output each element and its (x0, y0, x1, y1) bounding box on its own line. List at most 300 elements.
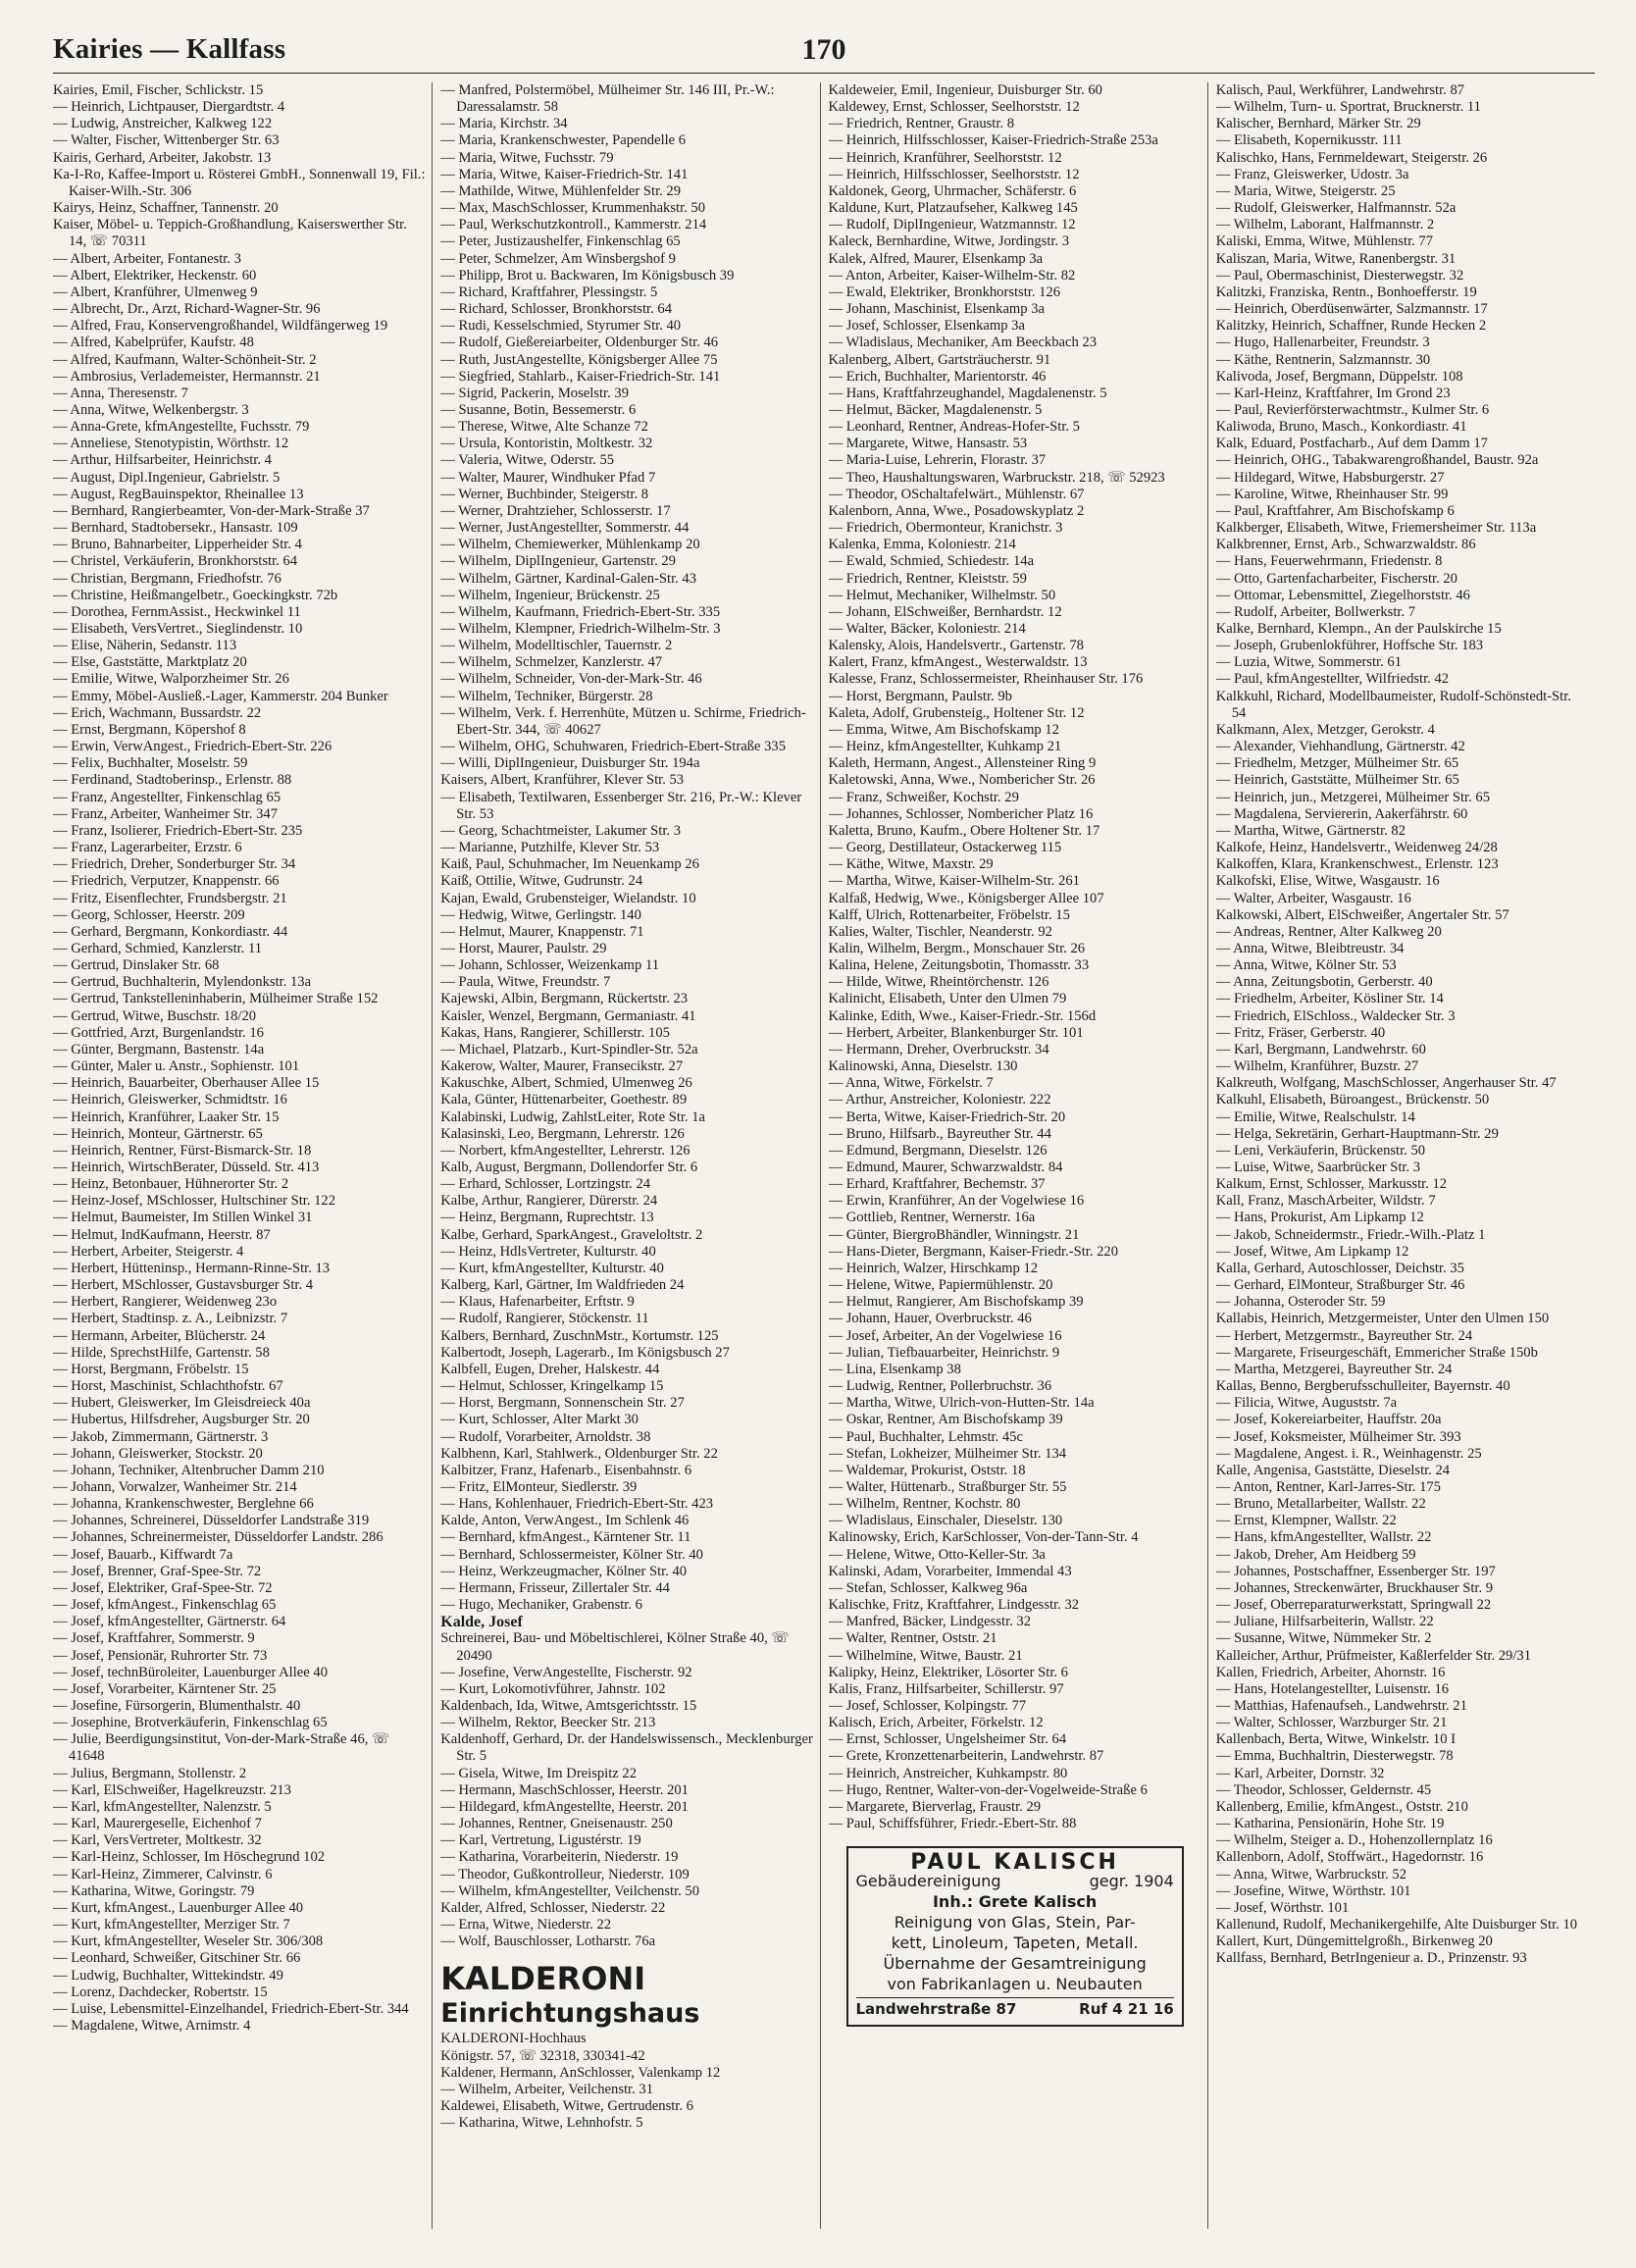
directory-entry: — Theo, Haushaltungswaren, Warbruckstr. 218, ☏ 52923 (828, 469, 1165, 486)
directory-entry: — Johanna, Krankenschwester, Berglehne 66 (53, 1496, 314, 1513)
ad-line: Königstr. 57, ☏ 32318, 330341-42 (440, 2047, 645, 2064)
directory-entry: — Hermann, Frisseur, Zillertaler Str. 44 (440, 1579, 670, 1596)
directory-entry: — Alexander, Viehhandlung, Gärtnerstr. 42 (1215, 739, 1465, 755)
directory-entry: Kaisers, Albert, Kranführer, Klever Str. 53 (440, 772, 685, 789)
directory-entry: Kalenborn, Anna, Wwe., Posadowskyplatz 2 (828, 502, 1085, 519)
directory-entry: — Hans-Dieter, Bergmann, Kaiser-Friedr.-Str. 220 (828, 1243, 1119, 1260)
directory-entry: — Kurt, kfmAngestellter, Kulturstr. 40 (440, 1260, 664, 1276)
directory-entry: Kajan, Ewald, Grubensteiger, Wielandstr. 10 (440, 890, 696, 906)
directory-entry: — Heinz, kfmAngestellter, Kuhkamp 21 (828, 739, 1062, 755)
directory-entry: — Johannes, Schreinerei, Düsseldorfer Landstraße 319 (53, 1513, 370, 1529)
directory-entry: — Georg, Schlosser, Heerstr. 209 (53, 906, 245, 923)
directory-entry: — Hedwig, Witwe, Gerlingstr. 140 (440, 906, 641, 923)
ad-line: Übernahme der Gesamtreinigung (883, 1954, 1147, 1974)
directory-entry: — Walter, Fischer, Wittenberger Str. 63 (53, 132, 280, 149)
directory-entry: — Hildegard, Witwe, Habsburgerstr. 27 (1215, 469, 1445, 486)
directory-entry: — Johann, Vorwalzer, Wanheimer Str. 214 (53, 1478, 297, 1495)
directory-entry: Kalff, Ulrich, Rottenarbeiter, Fröbelstr. 15 (828, 906, 1070, 923)
directory-entry: — Friedrich, Rentner, Kleiststr. 59 (828, 570, 1027, 587)
page-header (53, 29, 1595, 74)
directory-entry: Kairys, Heinz, Schaffner, Tannenstr. 20 (53, 200, 279, 217)
directory-entry: — Oskar, Rentner, Am Bischofskamp 39 (828, 1412, 1063, 1428)
directory-entry: — Emma, Witwe, Am Bischofskamp 12 (828, 721, 1059, 738)
column-2 (440, 82, 820, 2229)
running-head: Kairies — Kallfass (53, 33, 286, 65)
directory-entry: — Josef, Kokereiarbeiter, Hauffstr. 20a (1215, 1412, 1442, 1428)
directory-entry: — Karl, ElSchweißer, Hagelkreuzstr. 213 (53, 1781, 291, 1798)
directory-entry: — Hildegard, kfmAngestellte, Heerstr. 201 (440, 1798, 689, 1815)
directory-entry: — Leonhard, Schweißer, Gitschiner Str. 66 (53, 1950, 301, 1967)
directory-entry: — Otto, Gartenfacharbeiter, Fischerstr. 20 (1215, 570, 1457, 587)
directory-entry: — Paul, Buchhalter, Lehmstr. 45c (828, 1428, 1023, 1445)
directory-entry: — Helene, Witwe, Papiermühlenstr. 20 (828, 1277, 1053, 1294)
directory-entry: — Anna, Witwe, Förkelstr. 7 (828, 1075, 994, 1092)
ad-title: KALDERONI (440, 1960, 646, 1998)
directory-entry: — Susanne, Witwe, Nümmeker Str. 2 (1215, 1630, 1432, 1647)
directory-entry: — Lina, Elsenkamp 38 (828, 1361, 961, 1377)
directory-entry: — Johannes, Streckenwärter, Bruckhauser Str. 9 (1215, 1579, 1494, 1596)
directory-entry: Kalbitzer, Franz, Hafenarb., Eisenbahnstr. 6 (440, 1462, 692, 1478)
directory-entry: Kairies, Emil, Fischer, Schlickstr. 15 (53, 82, 264, 98)
directory-entry: — Albert, Elektriker, Heckenstr. 60 (53, 267, 257, 284)
directory-entry: — Rudolf, Arbeiter, Bollwerkstr. 7 (1215, 603, 1416, 620)
directory-entry: — Käthe, Witwe, Maxstr. 29 (828, 856, 994, 873)
directory-entry: Ka-I-Ro, Kaffee-Import u. Rösterei GmbH., Sonnenwall 19, Fil.: Kaiser-Wilh.-Str. 306 (53, 166, 426, 199)
directory-entry: — Katharina, Witwe, Goringstr. 79 (53, 1882, 255, 1899)
directory-entry: — Herbert, MSchlosser, Gustavsburger Str. 4 (53, 1277, 314, 1294)
directory-entry: — Susanne, Botin, Bessemerstr. 6 (440, 401, 637, 418)
directory-entry: — Paul, Revierförsterwachtmstr., Kulmer Str. 6 (1215, 401, 1490, 418)
directory-entry: — Hugo, Mechaniker, Grabenstr. 6 (440, 1597, 642, 1614)
directory-entry: — Elisabeth, VersVertret., Sieglindenstr. 10 (53, 621, 303, 637)
directory-entry: — Josefine, Fürsorgerin, Blumenthalstr. 40 (53, 1698, 301, 1714)
directory-entry: Kall, Franz, MaschArbeiter, Wildstr. 7 (1215, 1193, 1436, 1210)
directory-entry: Kalischke, Fritz, Kraftfahrer, Lindgesstr. 32 (828, 1597, 1080, 1614)
directory-entry: — Walter, Rentner, Oststr. 21 (828, 1630, 997, 1647)
directory-entry: Kalfaß, Hedwig, Wwe., Königsberger Allee 107 (828, 890, 1104, 906)
directory-entry: — Hans, kfmAngestellter, Wallstr. 22 (1215, 1529, 1432, 1546)
directory-entry: — Emilie, Witwe, Walporzheimer Str. 26 (53, 671, 289, 688)
directory-entry: — Wladislaus, Mechaniker, Am Beeckbach 23 (828, 335, 1098, 351)
directory-entry: — Dorothea, FernmAssist., Heckwinkel 11 (53, 603, 301, 620)
directory-entry: — Ernst, Schlosser, Ungelsheimer Str. 64 (828, 1731, 1067, 1748)
directory-entry: — Norbert, kfmAngestellter, Lehrerstr. 126 (440, 1142, 690, 1159)
directory-entry: — Wilhelm, Modelltischler, Tauernstr. 2 (440, 638, 673, 654)
directory-entry: Kallenbach, Berta, Witwe, Winkelstr. 10 I (1215, 1731, 1457, 1748)
directory-entry: — Heinrich, Anstreicher, Kuhkampstr. 80 (828, 1765, 1068, 1781)
directory-entry: Kallabis, Heinrich, Metzgermeister, Unter den Ulmen 150 (1215, 1311, 1550, 1327)
directory-entry: — Anna, Witwe, Kölner Str. 53 (1215, 957, 1397, 974)
directory-entry: — Erhard, Kraftfahrer, Bechemstr. 37 (828, 1176, 1046, 1193)
directory-entry: Kalkofski, Elise, Witwe, Wasgaustr. 16 (1215, 873, 1440, 890)
directory-entry: — Fritz, ElMonteur, Siedlerstr. 39 (440, 1478, 638, 1495)
directory-entry: — Franz, Schweißer, Kochstr. 29 (828, 789, 1019, 805)
ad-firm-name: PAUL KALISCH (910, 1850, 1119, 1876)
directory-entry: Kalek, Alfred, Maurer, Elsenkamp 3a (828, 250, 1044, 267)
directory-entry: — Hans, Prokurist, Am Lipkamp 12 (1215, 1210, 1424, 1226)
directory-entry: — Erich, Buchhalter, Marientorstr. 46 (828, 368, 1047, 385)
directory-entry: — Paul, Kraftfahrer, Am Bischofskamp 6 (1215, 502, 1455, 519)
directory-entry: — Josef, kfmAngestellter, Gärtnerstr. 64 (53, 1614, 286, 1630)
directory-entry: — Heinz, Bergmann, Ruprechtstr. 13 (440, 1210, 654, 1226)
directory-entry: — Rudolf, Vorarbeiter, Arnoldstr. 38 (440, 1428, 651, 1445)
directory-entry: — Gerhard, Schmied, Kanzlerstr. 11 (53, 940, 263, 956)
directory-entry: — Valeria, Witwe, Oderstr. 55 (440, 452, 615, 469)
ad-subtitle: Einrichtungshaus (440, 1998, 700, 2030)
directory-entry: — Hans, Kohlenhauer, Friedrich-Ebert-Str. 423 (440, 1496, 714, 1513)
directory-entry: — Heinrich, WirtschBerater, Düsseld. Str. 413 (53, 1160, 320, 1175)
directory-entry: — Maria, Witwe, Steigerstr. 25 (1215, 182, 1396, 199)
ad-phone: Ruf 4 21 16 (1079, 2000, 1174, 2019)
directory-entry: — Friedhelm, Arbeiter, Kösliner Str. 14 (1215, 991, 1444, 1007)
directory-entry: Kalies, Walter, Tischler, Neanderstr. 92 (828, 923, 1052, 940)
directory-entry: — Richard, Kraftfahrer, Plessingstr. 5 (440, 284, 658, 300)
directory-entry: — Hubert, Gleiswerker, Im Gleisdreieck 40a (53, 1395, 311, 1412)
directory-entry: — Leni, Verkäuferin, Brückenstr. 50 (1215, 1142, 1426, 1159)
directory-entry: — Josef, Bauarb., Kiffwardt 7a (53, 1546, 233, 1563)
directory-entry: Kalipky, Heinz, Elektriker, Lösorter Str. 6 (828, 1664, 1068, 1680)
directory-entry: — Walter, Hüttenarb., Straßburger Str. 55 (828, 1478, 1067, 1495)
directory-entry: — Felix, Buchhalter, Moselstr. 59 (53, 755, 248, 772)
directory-entry: — Margarete, Friseurgeschäft, Emmericher Straße 150b (1215, 1344, 1538, 1361)
directory-entry: — Heinrich, jun., Metzgerei, Mülheimer Str. 65 (1215, 789, 1490, 805)
directory-entry: — Hugo, Rentner, Walter-von-der-Vogelweide-Straße 6 (828, 1781, 1148, 1798)
directory-entry: — Ernst, Klempner, Wallstr. 22 (1215, 1513, 1397, 1529)
directory-entry: Kajewski, Albin, Bergmann, Rückertstr. 23 (440, 991, 689, 1007)
directory-entry: — Richard, Schlosser, Bronkhorststr. 64 (440, 301, 672, 318)
directory-entry: — Christian, Bergmann, Friedhofstr. 76 (53, 570, 281, 587)
directory-entry: — Bruno, Metallarbeiter, Wallstr. 22 (1215, 1496, 1426, 1513)
directory-entry: — Julie, Beerdigungsinstitut, Von-der-Mark-Straße 46, ☏ 41648 (53, 1731, 390, 1765)
directory-entry: — Gisela, Witwe, Im Dreispitz 22 (440, 1765, 638, 1781)
directory-entry: — Walter, Arbeiter, Wasgaustr. 16 (1215, 890, 1411, 906)
directory-entry: — Heinrich, Kranführer, Seelhorststr. 12 (828, 149, 1062, 166)
ad-line: Reinigung von Glas, Stein, Par- (894, 1913, 1136, 1933)
directory-entry: — Max, MaschSchlosser, Krummenhakstr. 50 (440, 200, 706, 217)
directory-entry: — Helmut, Rangierer, Am Bischofskamp 39 (828, 1294, 1084, 1311)
directory-entry: — Horst, Bergmann, Fröbelstr. 15 (53, 1361, 249, 1377)
directory-entry: Kalinicht, Elisabeth, Unter den Ulmen 79 (828, 991, 1067, 1007)
directory-entry: — Walter, Maurer, Windhuker Pfad 7 (440, 469, 656, 486)
directory-entry: — Karl-Heinz, Kraftfahrer, Im Grond 23 (1215, 385, 1451, 401)
directory-entry: Kaliszan, Maria, Witwe, Ranenbergstr. 31 (1215, 250, 1457, 267)
directory-entry: — Ottomar, Lebensmittel, Ziegelhorststr. 46 (1215, 587, 1470, 603)
directory-entry: Kalensky, Alois, Handelsvertr., Gartenstr. 78 (828, 638, 1084, 654)
directory-entry: — Edmund, Maurer, Schwarzwaldstr. 84 (828, 1160, 1063, 1175)
directory-entry: — Franz, Isolierer, Friedrich-Ebert-Str. 235 (53, 822, 303, 839)
directory-entry: Kalabinski, Ludwig, ZahlstLeiter, Rote Str. 1a (440, 1108, 706, 1125)
directory-entry: — Bernhard, Rangierbeamter, Von-der-Mark-Straße 37 (53, 502, 370, 519)
directory-entry: — Herbert, Stadtinsp. z. A., Leibnizstr. 7 (53, 1311, 288, 1327)
directory-entry: Kalis, Franz, Hilfsarbeiter, Schillerstr. 97 (828, 1680, 1064, 1697)
directory-entry: — Rudi, Kesselschmied, Styrumer Str. 40 (440, 318, 682, 335)
directory-entry: — Helene, Witwe, Otto-Keller-Str. 3a (828, 1546, 1046, 1563)
ad-owner: Inh.: Grete Kalisch (932, 1892, 1098, 1912)
directory-entry: — Georg, Destillateur, Ostackerweg 115 (828, 840, 1062, 856)
directory-entry: — Josef, Pensionär, Ruhrorter Str. 73 (53, 1647, 268, 1664)
directory-entry: — Katharina, Vorarbeiterin, Niederstr. 19 (440, 1849, 679, 1866)
directory-entry: — Heinz, HdlsVertreter, Kulturstr. 40 (440, 1243, 656, 1260)
directory-entry: Kalkuhl, Elisabeth, Büroangest., Brückenstr. 50 (1215, 1092, 1490, 1108)
directory-entry: — Heinz-Josef, MSchlosser, Hultschiner Str. 122 (53, 1193, 336, 1210)
directory-entry: — Karl, Bergmann, Landwehrstr. 60 (1215, 1041, 1426, 1057)
directory-entry: — Jakob, Dreher, Am Heidberg 59 (1215, 1546, 1416, 1563)
directory-entry: — Fritz, Fräser, Gerberstr. 40 (1215, 1024, 1386, 1041)
directory-entry: — Josef, Schlosser, Kolpingstr. 77 (828, 1698, 1027, 1714)
ad-address: Landwehrstraße 87 (855, 2000, 1017, 2019)
directory-entry: — Johann, Schlosser, Weizenkamp 11 (440, 957, 660, 974)
directory-entry: — Heinz, Werkzeugmacher, Kölner Str. 40 (440, 1563, 688, 1579)
directory-entry: — Arthur, Hilfsarbeiter, Heinrichstr. 4 (53, 452, 272, 469)
directory-entry: — Helmut, Mechaniker, Wilhelmstr. 50 (828, 587, 1056, 603)
directory-entry: — Wilhelm, Schneider, Von-der-Mark-Str. 46 (440, 671, 702, 688)
directory-entry: — Heinz, Betonbauer, Hühnerorter Str. 2 (53, 1176, 289, 1193)
directory-entry: — Andreas, Rentner, Alter Kalkweg 20 (1215, 923, 1442, 940)
directory-entry: — Herbert, Hütteninsp., Hermann-Rinne-Str. 13 (53, 1260, 331, 1276)
directory-entry: — Erwin, VerwAngest., Friedrich-Ebert-Str. 226 (53, 739, 332, 755)
directory-entry: — Martha, Metzgerei, Bayreuther Str. 24 (1215, 1361, 1453, 1377)
directory-entry: — Leonhard, Rentner, Andreas-Hofer-Str. 5 (828, 419, 1080, 436)
directory-entry: — Magdalene, Witwe, Arnimstr. 4 (53, 2017, 251, 2034)
directory-entry: — Martha, Witwe, Gärtnerstr. 82 (1215, 822, 1406, 839)
directory-entry: — Alfred, Frau, Konservengroßhandel, Wildfängerweg 19 (53, 318, 388, 335)
directory-entry: Kakerow, Walter, Maurer, Fransecikstr. 27 (440, 1058, 684, 1075)
directory-entry: — Gottlieb, Rentner, Wernerstr. 16a (828, 1210, 1036, 1226)
directory-entry: — Helmut, Baumeister, Im Stillen Winkel 31 (53, 1210, 313, 1226)
directory-entry: — Erna, Witwe, Niederstr. 22 (440, 1917, 612, 1933)
directory-entry: — Matthias, Hafenaufseh., Landwehrstr. 21 (1215, 1698, 1467, 1714)
directory-entry: — Hans, Hotelangestellter, Luisenstr. 16 (1215, 1680, 1450, 1697)
directory-entry: — Hilde, Witwe, Rheintörchenstr. 126 (828, 974, 1049, 991)
directory-entry: — Manfred, Bäcker, Lindgesstr. 32 (828, 1614, 1032, 1630)
directory-entry: — Luise, Lebensmittel-Einzelhandel, Friedrich-Ebert-Str. 344 (53, 2000, 409, 2017)
directory-entry: — Anton, Arbeiter, Kaiser-Wilhelm-Str. 82 (828, 267, 1076, 284)
directory-entry: Kalbfell, Eugen, Dreher, Halskestr. 44 (440, 1361, 660, 1377)
directory-entry: — Heinrich, Hilfsschlosser, Seelhorststr. 12 (828, 166, 1080, 182)
directory-entry: Kaleth, Hermann, Angest., Allensteiner Ring 9 (828, 755, 1097, 772)
directory-entry: — Ludwig, Anstreicher, Kalkweg 122 (53, 116, 273, 132)
directory-entry: Kaiß, Ottilie, Witwe, Gudrunstr. 24 (440, 873, 643, 890)
directory-entry: Kaleta, Adolf, Grubensteig., Holtener Str. 12 (828, 704, 1085, 721)
directory-entry: — Werner, Drahtzieher, Schlosserstr. 17 (440, 502, 671, 519)
directory-entry: — Franz, Gleiswerker, Udostr. 3a (1215, 166, 1409, 182)
directory-entry: Kalkum, Ernst, Schlosser, Markusstr. 12 (1215, 1176, 1448, 1193)
directory-entry: — Marianne, Putzhilfe, Klever Str. 53 (440, 840, 660, 856)
directory-entry: — Bernhard, Schlossermeister, Kölner Str. 40 (440, 1546, 703, 1563)
directory-entry: — Johann, Hauer, Overbruckstr. 46 (828, 1311, 1032, 1327)
directory-entry: Kaletta, Bruno, Kaufm., Obere Holtener Str. 17 (828, 822, 1100, 839)
directory-entry: — Gertrud, Tankstelleninhaberin, Mülheimer Straße 152 (53, 991, 379, 1007)
directory-entry: — Peter, Justizaushelfer, Finkenschlag 65 (440, 233, 681, 250)
directory-entry: — Emma, Buchhaltrin, Diesterwegstr. 78 (1215, 1748, 1454, 1765)
directory-entry: — Luise, Witwe, Saarbrücker Str. 3 (1215, 1160, 1421, 1175)
directory-entry: — Karl, Vertretung, Ligustérstr. 19 (440, 1832, 641, 1849)
directory-entry: — Maria, Witwe, Fuchsstr. 79 (440, 149, 614, 166)
directory-entry: — Siegfried, Stahlarb., Kaiser-Friedrich-Str. 141 (440, 368, 721, 385)
directory-entry: Kallenund, Rudolf, Mechanikergehilfe, Alte Duisburger Str. 10 (1215, 1917, 1578, 1933)
directory-entry: Kalenka, Emma, Koloniestr. 214 (828, 537, 1016, 553)
directory-entry: — Jakob, Zimmermann, Gärtnerstr. 3 (53, 1428, 269, 1445)
directory-entry: — Margarete, Bierverlag, Fraustr. 29 (828, 1798, 1042, 1815)
directory-entry: — Therese, Witwe, Alte Schanze 72 (440, 419, 648, 436)
directory-entry: — Hans, Feuerwehrmann, Friedenstr. 8 (1215, 553, 1443, 570)
directory-entry: Kakas, Hans, Rangierer, Schillerstr. 105 (440, 1024, 670, 1041)
directory-entry: — Rudolf, Rangierer, Stöckenstr. 11 (440, 1311, 649, 1327)
directory-entry: — Luzia, Witwe, Sommerstr. 61 (1215, 654, 1402, 671)
directory-entry: Kalke, Bernhard, Klempn., An der Paulskirche 15 (1215, 621, 1502, 637)
directory-entry: — Wilhelm, Klempner, Friedrich-Wilhelm-Str. 3 (440, 621, 721, 637)
directory-entry: — Christine, Heißmangelbetr., Goeckingkstr. 72b (53, 587, 338, 603)
directory-entry: — Friedrich, Verputzer, Knappenstr. 66 (53, 873, 280, 890)
directory-entry: Kaiß, Paul, Schuhmacher, Im Neuenkamp 26 (440, 856, 699, 873)
directory-entry: Kalitzky, Heinrich, Schaffner, Runde Hecken 2 (1215, 318, 1487, 335)
directory-entry: — Theodor, OSchaltafelwärt., Mühlenstr. 67 (828, 486, 1085, 502)
directory-entry: — Klaus, Hafenarbeiter, Erftstr. 9 (440, 1294, 635, 1311)
directory-entry: — Kurt, kfmAngest., Lauenburger Allee 40 (53, 1899, 304, 1916)
directory-entry: — Paul, Obermaschinist, Diesterwegstr. 32 (1215, 267, 1464, 284)
directory-entry: Kalkreuth, Wolfgang, MaschSchlosser, Angerhauser Str. 47 (1215, 1075, 1557, 1092)
directory-entry: — Bruno, Bahnarbeiter, Lipperheider Str. 4 (53, 537, 302, 553)
ad-founded: gegr. 1904 (1089, 1872, 1174, 1891)
directory-entry: — Herbert, Arbeiter, Blankenburger Str. 101 (828, 1024, 1084, 1041)
directory-entry: — Wilhelm, Kranführer, Buzstr. 27 (1215, 1058, 1419, 1075)
directory-entry: — Anna, Zeitungsbotin, Gerberstr. 40 (1215, 974, 1433, 991)
directory-entry: — Helmut, IndKaufmann, Heerstr. 87 (53, 1226, 271, 1243)
directory-entry: — Paul, Schiffsführer, Friedr.-Ebert-Str. 88 (828, 1816, 1077, 1832)
directory-entry: — Paul, kfmAngestellter, Wilfriedstr. 42 (1215, 671, 1450, 688)
directory-entry: — Elisabeth, Textilwaren, Essenberger Str. 216, Pr.-W.: Klever Str. 53 (440, 789, 802, 822)
directory-entry: Kalkberger, Elisabeth, Witwe, Friemersheimer Str. 113a (1215, 520, 1537, 537)
directory-entry: — Karl-Heinz, Zimmerer, Calvinstr. 6 (53, 1866, 273, 1882)
directory-entry: — Wilhelm, Kaufmann, Friedrich-Ebert-Str. 335 (440, 603, 721, 620)
directory-entry: — Gottfried, Arzt, Burgenlandstr. 16 (53, 1024, 264, 1041)
directory-entry: Kallert, Kurt, Düngemittelgroßh., Birkenweg 20 (1215, 1933, 1493, 1950)
directory-entry: — Alfred, Kaufmann, Walter-Schönheit-Str. 2 (53, 351, 317, 368)
directory-entry: — Lorenz, Dachdecker, Robertstr. 15 (53, 1984, 268, 2000)
directory-entry: — Anna, Theresenstr. 7 (53, 385, 188, 401)
directory-columns (53, 82, 1595, 2229)
directory-entry: Kalde, Anton, VerwAngest., Im Schlenk 46 (440, 1513, 690, 1529)
directory-entry: — Fritz, Eisenflechter, Frundsbergstr. 21 (53, 890, 287, 906)
directory-entry: — Heinrich, Monteur, Gärtnerstr. 65 (53, 1125, 263, 1142)
directory-entry: — Josef, Oberreparaturwerkstatt, Springwall 22 (1215, 1597, 1492, 1614)
directory-entry: — Josef, Kraftfahrer, Sommerstr. 9 (53, 1630, 255, 1647)
kalisch-advertisement (846, 1846, 1184, 2026)
directory-entry: — Wilhelm, Chemiewerker, Mühlenkamp 20 (440, 537, 700, 553)
directory-entry: Kallfass, Bernhard, BetrIngenieur a. D., Prinzenstr. 93 (1215, 1950, 1527, 1967)
directory-entry: — Theodor, Gußkontrolleur, Niederstr. 109 (440, 1866, 690, 1882)
directory-entry: Kalbhenn, Karl, Stahlwerk., Oldenburger Str. 22 (440, 1445, 718, 1462)
directory-entry: Kallenberg, Emilie, kfmAngest., Oststr. 210 (1215, 1798, 1468, 1815)
directory-entry: — Anna, Witwe, Warbruckstr. 52 (1215, 1866, 1407, 1882)
directory-entry: — Magdalene, Angest. i. R., Weinhagenstr. 25 (1215, 1445, 1482, 1462)
directory-entry: — Bernhard, Stadtobersekr., Hansastr. 109 (53, 520, 298, 537)
directory-entry: Kalinowsky, Erich, KarSchlosser, Von-der-Tann-Str. 4 (828, 1529, 1139, 1546)
directory-entry: — Johannes, Postschaffner, Essenberger Str. 197 (1215, 1563, 1496, 1579)
directory-entry: — Grete, Kronzettenarbeiterin, Landwehrstr. 87 (828, 1748, 1104, 1765)
directory-entry: — Juliane, Hilfsarbeiterin, Wallstr. 22 (1215, 1614, 1434, 1630)
directory-entry: — Herbert, Arbeiter, Steigerstr. 4 (53, 1243, 244, 1260)
directory-entry: — Josef, Vorarbeiter, Kärntener Str. 25 (53, 1680, 277, 1697)
directory-entry: — Katharina, Witwe, Lehnhofstr. 5 (440, 2115, 643, 2132)
directory-entry: — Josef, Witwe, Am Lipkamp 12 (1215, 1243, 1409, 1260)
directory-entry: — Anna, Witwe, Bleibtreustr. 34 (1215, 940, 1405, 956)
column-1 (53, 82, 433, 2229)
directory-entry: — Emmy, Möbel-Ausließ.-Lager, Kammerstr. 204 Bunker (53, 688, 388, 704)
directory-entry: — Joseph, Grubenlokführer, Hoffsche Str. 183 (1215, 638, 1484, 654)
directory-entry: — Wilhelmine, Witwe, Baustr. 21 (828, 1647, 1023, 1664)
directory-entry: — Karl-Heinz, Schlosser, Im Höschegrund 102 (53, 1849, 326, 1866)
directory-entry: — Rudolf, Gießereiarbeiter, Oldenburger Str. 46 (440, 335, 719, 351)
directory-entry: — Hilde, SprechstHilfe, Gartenstr. 58 (53, 1344, 270, 1361)
directory-entry: — Wilhelm, Rektor, Beecker Str. 213 (440, 1715, 656, 1731)
directory-entry: — Hermann, MaschSchlosser, Heerstr. 201 (440, 1781, 689, 1798)
directory-entry: — Erwin, Kranführer, An der Vogelwiese 16 (828, 1193, 1085, 1210)
directory-entry: Kalinski, Adam, Vorarbeiter, Immendal 43 (828, 1563, 1072, 1579)
directory-entry: — Willi, DiplIngenieur, Duisburger Str. 194a (440, 755, 700, 772)
directory-entry: Kalisch, Paul, Werkführer, Landwehrstr. 87 (1215, 82, 1465, 98)
directory-entry: — Gertrud, Buchhalterin, Mylendonkstr. 13a (53, 974, 312, 991)
directory-entry: — Herbert, Rangierer, Weidenweg 23o (53, 1294, 278, 1311)
directory-entry: — Gertrud, Dinslaker Str. 68 (53, 957, 220, 974)
kalderoni-advertisement (440, 1960, 813, 2132)
directory-entry: — Rudolf, DiplIngenieur, Watzmannstr. 12 (828, 217, 1076, 233)
directory-entry: — Günter, BiergroBhändler, Winningstr. 21 (828, 1226, 1080, 1243)
directory-entry: — Anna-Grete, kfmAngestellte, Fuchsstr. 79 (53, 419, 310, 436)
directory-entry: — Karl, kfmAngestellter, Nalenzstr. 5 (53, 1798, 272, 1815)
directory-entry: Kalischko, Hans, Fernmeldewart, Steigerstr. 26 (1215, 149, 1488, 166)
directory-entry: Kalkowski, Albert, ElSchweißer, Angertaler Str. 57 (1215, 906, 1509, 923)
directory-entry: — Maria, Kirchstr. 34 (440, 116, 568, 132)
directory-entry: Kalberg, Karl, Gärtner, Im Waldfrieden 24 (440, 1277, 685, 1294)
directory-entry: — Albert, Arbeiter, Fontanestr. 3 (53, 250, 241, 267)
directory-entry: — Jakob, Schneidermstr., Friedr.-Wilh.-Platz 1 (1215, 1226, 1486, 1243)
directory-entry: — Josef, technBüroleiter, Lauenburger Allee 40 (53, 1664, 328, 1680)
directory-entry: — Friedrich, Obermonteur, Kranichstr. 3 (828, 520, 1063, 537)
ad-lines (440, 2031, 813, 2132)
directory-entry: — Emilie, Witwe, Realschulstr. 14 (1215, 1108, 1415, 1125)
directory-entry: — Stefan, Lokheizer, Mülheimer Str. 134 (828, 1445, 1067, 1462)
directory-entry: — Friedrich, Rentner, Graustr. 8 (828, 116, 1014, 132)
directory-entry: — Ludwig, Buchhalter, Wittekindstr. 49 (53, 1967, 283, 1984)
directory-entry: Kalert, Franz, kfmAngest., Westerwaldstr. 13 (828, 654, 1088, 671)
directory-entry: Kairis, Gerhard, Arbeiter, Jakobstr. 13 (53, 149, 272, 166)
directory-entry: — Berta, Witwe, Kaiser-Friedrich-Str. 20 (828, 1108, 1066, 1125)
directory-entry: — Julius, Bergmann, Stollenstr. 2 (53, 1765, 247, 1781)
directory-entry: — Günter, Maler u. Anstr., Sophienstr. 101 (53, 1058, 300, 1075)
directory-entry: Kalkkuhl, Richard, Modellbaumeister, Rudolf-Schönstedt-Str. 54 (1215, 688, 1571, 721)
column-3 (829, 82, 1208, 2229)
directory-entry: — Albert, Kranführer, Ulmenweg 9 (53, 284, 258, 300)
directory-entry: — Wilhelm, Arbeiter, Veilchenstr. 31 (440, 2081, 654, 2097)
directory-entry: — Anton, Rentner, Karl-Jarres-Str. 175 (1215, 1478, 1441, 1495)
directory-entry: — Hermann, Arbeiter, Blücherstr. 24 (53, 1327, 266, 1344)
directory-entry: Kalleicher, Arthur, Prüfmeister, Kaßlerfelder Str. 29/31 (1215, 1647, 1531, 1664)
directory-entry: Kaisler, Wenzel, Bergmann, Germaniastr. 41 (440, 1007, 696, 1024)
directory-entry: — Helmut, Maurer, Knappenstr. 71 (440, 923, 644, 940)
directory-entry: — Martha, Witwe, Kaiser-Wilhelm-Str. 261 (828, 873, 1080, 890)
directory-entry: Kalisch, Erich, Arbeiter, Förkelstr. 12 (828, 1715, 1044, 1731)
directory-entry: — Bruno, Hilfsarb., Bayreuther Str. 44 (828, 1125, 1051, 1142)
directory-entry: — Kurt, kfmAngestellter, Merziger Str. 7 (53, 1917, 290, 1933)
directory-entry: Kallenborn, Adolf, Stoffwärt., Hagedornstr. 16 (1215, 1849, 1484, 1866)
directory-entry: Kaliwoda, Bruno, Masch., Konkordiastr. 41 (1215, 419, 1467, 436)
directory-entry: — Heinrich, Lichtpauser, Diergardtstr. 4 (53, 99, 285, 116)
directory-entry: — Ewald, Schmied, Schiedestr. 14a (828, 553, 1035, 570)
directory-entry: — Peter, Schmelzer, Am Winsbergshof 9 (440, 250, 676, 267)
directory-entry: — Albrecht, Dr., Arzt, Richard-Wagner-Str. 96 (53, 301, 321, 318)
directory-entry: — Bernhard, kfmAngest., Kärntener Str. 11 (440, 1529, 691, 1546)
